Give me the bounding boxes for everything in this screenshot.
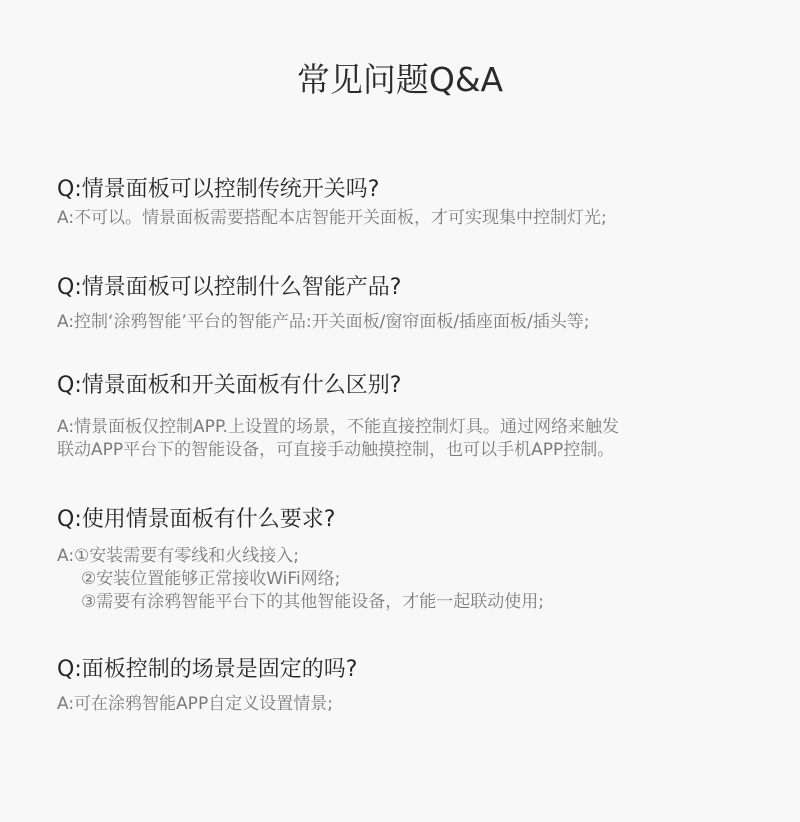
faq-answer bbox=[57, 416, 777, 462]
faq-answer bbox=[57, 311, 777, 334]
page-title: 常见问题Q&A bbox=[296, 60, 504, 99]
faq-answer-line: A:可在涂鸦智能APP自定义设置情景; bbox=[57, 694, 333, 714]
faq-item-2 bbox=[57, 273, 777, 334]
faq-item-4 bbox=[57, 505, 777, 614]
faq-answer-line: 联动APP平台下的智能设备，可直接手动触摸控制，也可以手机APP控制。 bbox=[57, 440, 615, 460]
faq-answer bbox=[57, 207, 777, 230]
faq-answer-line: A:①安装需要有零线和火线接入; bbox=[57, 546, 300, 566]
faq-answer-line: ②安装位置能够正常接收WiFi网络; bbox=[81, 569, 341, 589]
faq-answer-line: A:不可以。情景面板需要搭配本店智能开关面板，才可实现集中控制灯光; bbox=[57, 208, 607, 228]
faq-question: Q:情景面板和开关面板有什么区别? bbox=[57, 373, 402, 398]
faq-question: Q:情景面板可以控制什么智能产品? bbox=[57, 275, 402, 300]
faq-answer bbox=[57, 545, 777, 614]
faq-question: Q:使用情景面板有什么要求? bbox=[57, 507, 336, 532]
faq-item-1 bbox=[57, 175, 777, 230]
faq-question: Q:面板控制的场景是固定的吗? bbox=[57, 657, 358, 682]
faq-answer-line: A:控制‘涂鸦智能’平台的智能产品:开关面板/窗帘面板/插座面板/插头等; bbox=[57, 312, 590, 332]
faq-item-3 bbox=[57, 371, 777, 462]
faq-question: Q:情景面板可以控制传统开关吗? bbox=[57, 177, 380, 202]
faq-answer bbox=[57, 693, 777, 716]
faq-answer-line: ③需要有涂鸦智能平台下的其他智能设备，才能一起联动使用; bbox=[81, 592, 544, 612]
faq-answer-line: A:情景面板仅控制APP.上设置的场景，不能直接控制灯具。通过网络来触发 bbox=[57, 417, 619, 437]
faq-item-5 bbox=[57, 655, 777, 716]
